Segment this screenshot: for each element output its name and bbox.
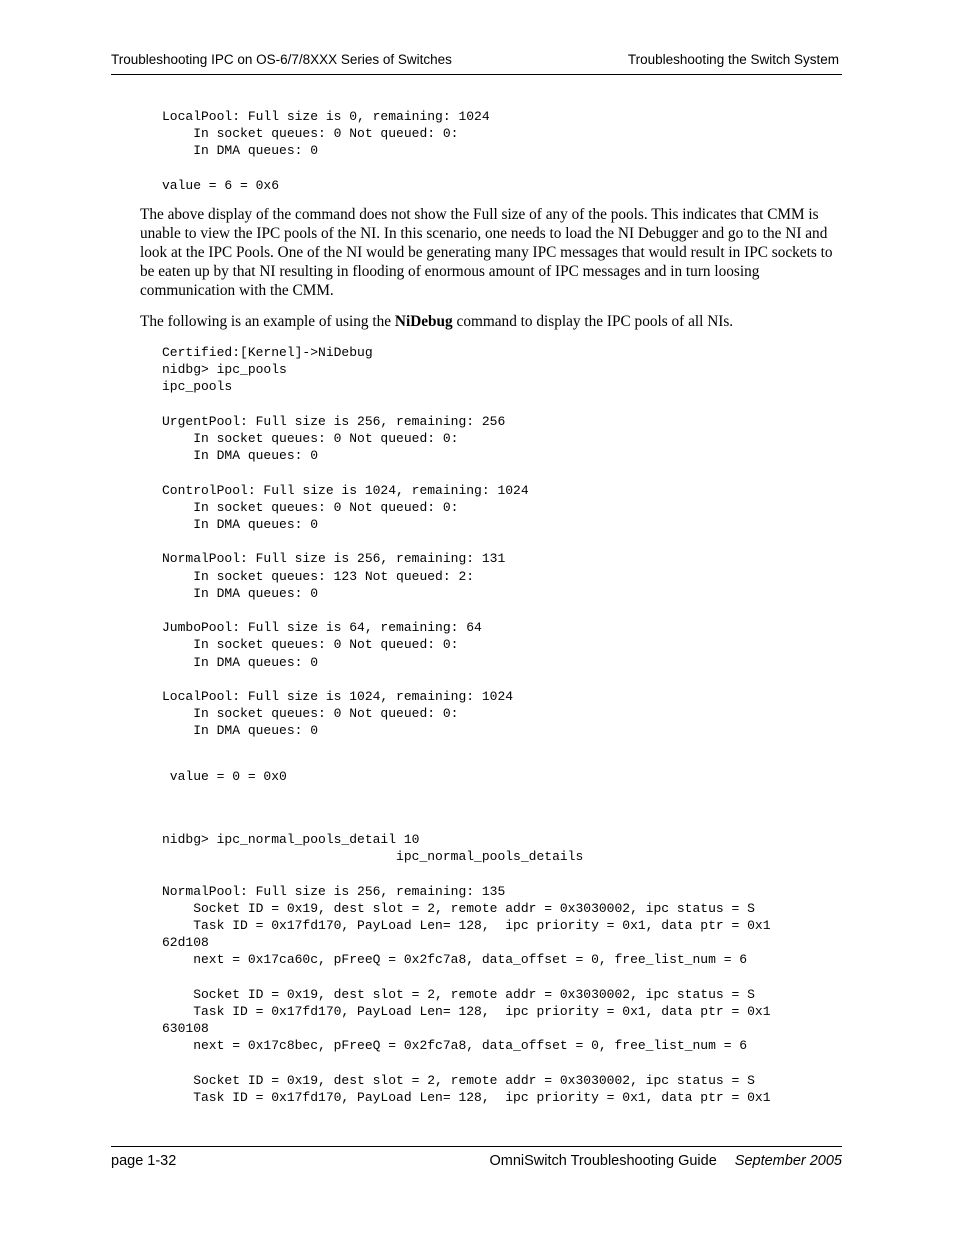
- paragraph-explanation: The above display of the command does not show the Full size of any of the pools. This indicates that CMM is unable to view the IPC pools of the NI. In this scenario, one needs to load the NI Debugger and go to the NI and look at the IPC Pools. One of the NI would be generating many IPC messages that would result in IPC sockets to be eaten up by that NI resulting in flooding of enormous amount of IPC messages and in turn loosing communication with the CMM.: [140, 206, 833, 299]
- code-block-normal-pools-detail: nidbg> ipc_normal_pools_detail 10 ipc_normal_pools_details NormalPool: Full size is 256, remaining: 135 Socket ID = 0x19, dest slot = 2, remote addr = 0x3030002, ipc status = S Task ID = 0x17fd170, PayLoad Len= 128, ipc priority = 0x1, data ptr = 0x1 62d108 next = 0x17ca60c, pFreeQ = 0x2fc7a8, data_offset = 0, free_list_num = 6 Socket ID = 0x19, dest slot = 2, remote addr = 0x3030002, ipc status = S Task ID = 0x17fd170, PayLoad Len= 128, ipc priority = 0x1, data ptr = 0x1 630108 next = 0x17c8bec, pFreeQ = 0x2fc7a8, data_offset = 0, free_list_num = 6 Socket ID = 0x19, dest slot = 2, remote addr = 0x3030002, ipc status = S Task ID = 0x17fd170, PayLoad Len= 128, ipc priority = 0x1, data ptr = 0x1: [162, 832, 771, 1106]
- page-footer: [111, 1146, 842, 1169]
- paragraph-text-before: The following is an example of using the: [140, 313, 395, 330]
- header-section-title: Troubleshooting the Switch System: [627, 52, 839, 67]
- code-block-ipc-pools: Certified:[Kernel]->NiDebug nidbg> ipc_pools ipc_pools UrgentPool: Full size is 256, remaining: 256 In socket queues: 0 Not queued: 0: In DMA queues: 0 ControlPool: Full size is 1024, remaining: 1024 In socket queues: 0 Not queued: 0: In DMA queues: 0 NormalPool: Full size is 256, remaining: 131 In socket queues: 123 Not queued: 2: In DMA queues: 0 JumboPool: Full size is 64, remaining: 64 In socket queues: 0 Not queued: 0: In DMA queues: 0 LocalPool: Full size is 1024, remaining: 1024 In socket queues: 0 Not queued: 0: In DMA queues: 0: [162, 345, 529, 739]
- code-block-localpool: LocalPool: Full size is 0, remaining: 1024 In socket queues: 0 Not queued: 0: In DMA queues: 0 value = 6 = 0x6: [162, 109, 490, 193]
- paragraph-text-after: command to display the IPC pools of all NIs.: [452, 313, 734, 330]
- footer-guide-title: OmniSwitch Troubleshooting Guide: [489, 1153, 717, 1169]
- footer-date: September 2005: [734, 1153, 842, 1169]
- paragraph-nidebug-intro: [140, 312, 840, 331]
- code-block-return-value: value = 0 = 0x0: [162, 769, 287, 784]
- footer-page-number: page 1-32: [111, 1153, 177, 1169]
- header-chapter-title: Troubleshooting IPC on OS-6/7/8XXX Series of Switches: [111, 52, 452, 67]
- page-header: [111, 50, 842, 75]
- footer-guide-info: [489, 1153, 842, 1169]
- command-name-nidebug: NiDebug: [394, 313, 453, 330]
